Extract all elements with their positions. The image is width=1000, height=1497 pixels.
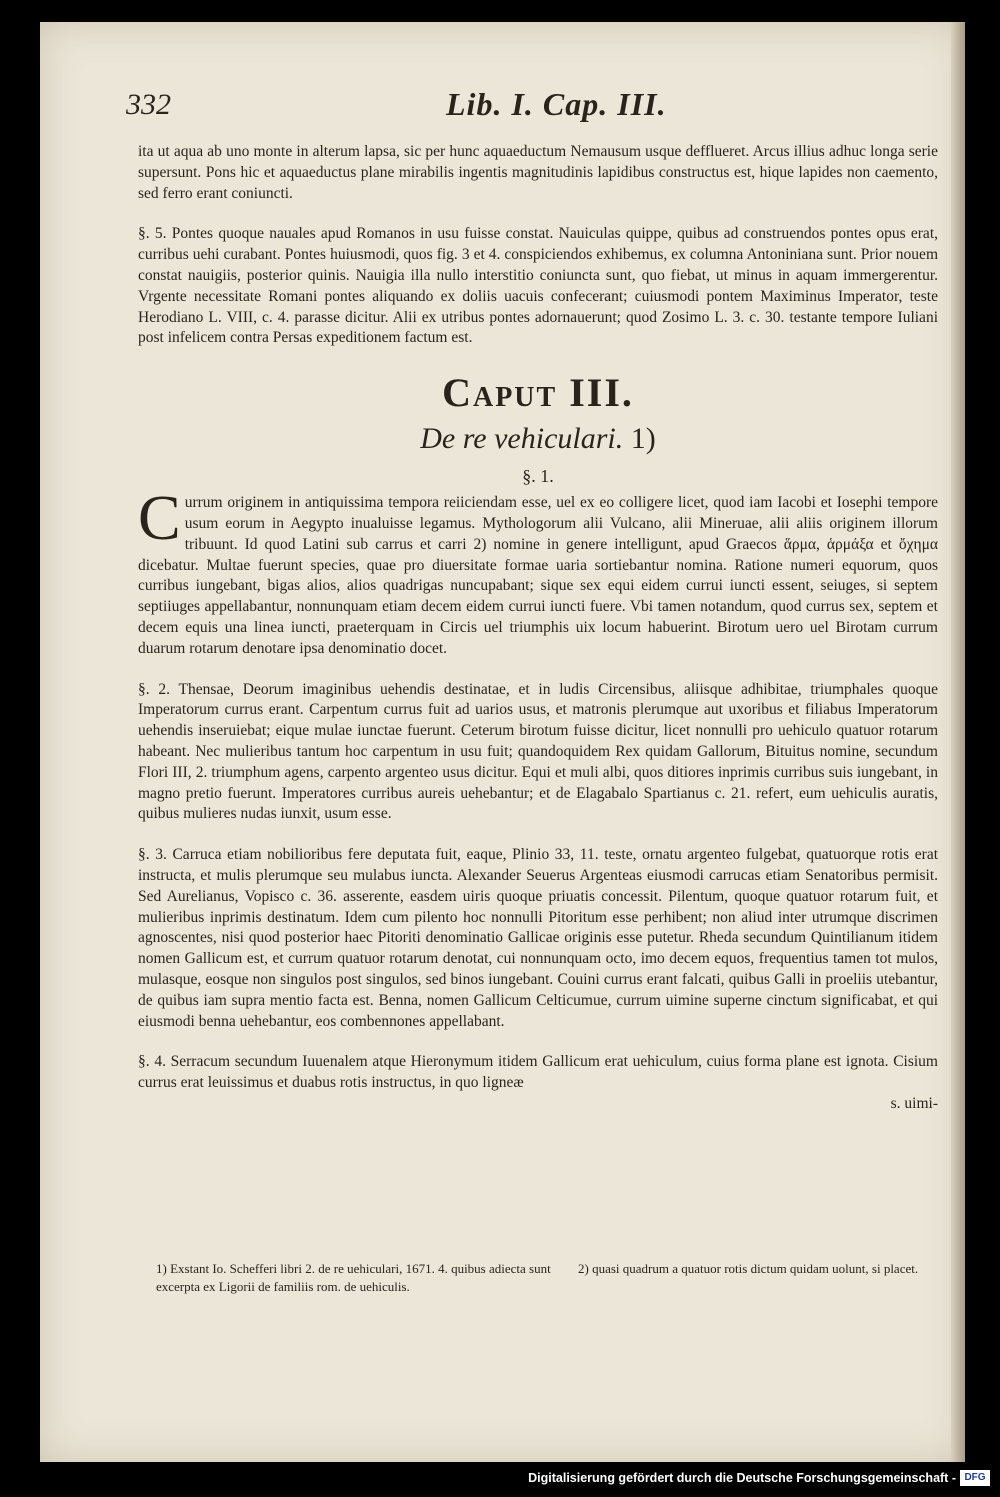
paragraph-continued: ita ut aqua ab uno monte in alterum lapsa, sic per hunc aquaeductum Nemausum usque defflueret. Arcus illius adhuc longa serie supersunt. Pons hic et aquaeductus plane mirabilis ingentis magnitudinis lapidibus constructus est, hique lapides non caemento, sed ferro erant coniuncti.	[138, 143, 938, 202]
footnote-1: 1) Exstant Io. Schefferi libri 2. de re uehiculari, 1671. 4. quibus adiecta sunt excerpta ex Ligorii de familiis rom. de uehiculis.	[156, 1261, 551, 1294]
chapter-heading: Caput III.	[442, 370, 634, 416]
paragraph-section-5: §. 5. Pontes quoque nauales apud Romanos in usu fuisse constat. Nauiculas quippe, quibus ad construendos pontes opus erat, curribus uehi curabant. Pontes huiusmodi, quos fig. 3 et 4. conspiciendos exhibemus, ex columna Antoniniana sunt. Prior nouem constat nauigiis, posterior quinis. Nauigia illa nullo interstitio coniuncta sunt, quo fiebat, ut minus in aquam immergerentur. Vrgente necessitate Romani pontes aliquando ex doliis uacuis confecerant; cuiusmodi pontem Maximinus Imperator, teste Herodiano L. VIII, c. 4. parasse dicitur. Alii ex utribus pontes adornauerunt; quod Zosimo L. 3. c. 30. testante tempore Iuliani post infelicem contra Persas expeditionem factum est.	[138, 225, 938, 347]
running-title: Lib. I. Cap. III.	[446, 86, 667, 122]
paragraph-section-4: §. 4. Serracum secundum Iuuenalem atque Hieronymum itidem Gallicum erat uehiculum, cuius forma plane est ignota. Cisium currus erat leuissimus et duabus rotis instructus, in quo ligneæ	[138, 1053, 938, 1092]
chapter-subtitle	[138, 422, 938, 456]
footnote-2: 2) quasi quadrum a quatuor rotis dictum quidam uolunt, si placet.	[578, 1261, 919, 1276]
dfg-logo-icon: DFG	[960, 1470, 990, 1486]
catchword: s. uimi-	[890, 1094, 938, 1112]
digitization-footer	[0, 1462, 1000, 1497]
chapter-subtitle-text: De re vehiculari.	[420, 422, 624, 456]
paragraph-section-1	[138, 482, 938, 659]
paragraph-section-2: §. 2. Thensae, Deorum imaginibus uehendis destinatae, et in ludis Circensibus, aliisque adhibitae, triumphales quoque Imperatorum currus erant. Carpentum currus fuit ad uarios usus, et matronis plerumque aut uxoribus et filiabus Imperatorum uehendis inseruiebat; eique mulae iunctae fuerunt. Ceterum birotum fuisse dicitur, licet nonnulli pro uehiculo quatuor rotarum habeant. Nec mulieribus tantum hoc carpentum in usu fuit; quandoquidem Rex quidam Gallorum, Bituitus nomine, secundum Flori III, 2. triumphum agens, carpento argenteo usus dicitur. Equi et muli albi, quos ditiores inprimis curribus suis iungebant, in magno pretio fuerunt. Imperatores curribus aureis uehebantur; et de Elagabalo Spartianus c. 21. refert, eum uehiculis auratis, quibus mulieres nudas iunxit, usum esse.	[138, 680, 938, 823]
drop-cap: C	[138, 482, 181, 554]
paragraph-section-3: §. 3. Carruca etiam nobilioribus fere deputata fuit, eaque, Plinio 33, 11. teste, ornatu argenteo fulgebat, quatuorque rotis erat instructa, et mulis plerumque seu mulabus iuncta. Alexander Seuerus Argenteas eiusmodi carrucas etiam Senatoribus permisit. Sed Aurelianus, Vopisco c. 36. asserente, easdem uiris quoque priuatis concessit. Pilentum, quoque quatuor rotarum fuit, et mulieribus inprimis destinatum. Idem cum pilento hoc nonnulli Pitoritum esse perhibent; non aliud inter utrumque discrimen agnoscentes, nisi quod posterior haec Pitoriti denominatio Gallicae originis esse putetur. Rheda secundum Quintilianum itidem nomen Gallicum est, et currum quatuor rotarum denotat, cui nonnunquam octo, imo decem equos, frequentius tamen tot mulos, mulasque, eosque non singulos post singulos, sed binos iungebant. Couini currus erant falcati, quibus Galli in proeliis utebantur, de quibus iam supra mentio facta est. Benna, nomen Gallicum Celticumue, currum uimine superne cinctum significabat, et qui eiusmodi benna uehebantur, eos combennones appellabant.	[138, 846, 938, 1030]
page-spine-shadow	[951, 22, 965, 1462]
footer-credit: Digitalisierung gefördert durch die Deutsche Forschungsgemeinschaft -	[528, 1471, 956, 1485]
page-number: 332	[126, 88, 171, 121]
scanned-page	[40, 22, 965, 1462]
section-mark: §. 1.	[522, 466, 554, 487]
paragraph-section-1-text: urrum originem in antiquissima tempora reiiciendam esse, uel ex eo colligere licet, quod iam Iacobi et Iosephi tempore usum eorum in Aegypto inualuisse legamus. Mythologorum alii Vulcano, alii Mineruae, alii aliis originem illorum tribuunt. Id quod Latini sub carrus et carri 2) nomine in genere intelligunt, apud Graecos ἅρμα, ἁρμάξα et ὄχημα dicebatur. Multae fuerunt species, quae pro diuersitate formae uaria sortiebantur nomina. Ratione numeri equorum, quos curribus iungebant, bigas alios, alios quadrigas nuncupabant; sique sex equi eidem currui iuncti essent, seiuges, si septem septiiuges appellabantur, nonnunquam etiam decem eidem currui iuncti fuere. Vbi tamen notandum, quod currus sex, septem et decem equis una linea iuncti, praeterquam in Circis uel triumphis uix locum habuerint. Birotum uero uel Birotam currum duarum rotarum denotare ipsa denominatio docet.	[138, 494, 938, 657]
body-text	[138, 142, 938, 1114]
chapter-subtitle-note: 1)	[630, 422, 656, 456]
running-head	[126, 82, 926, 142]
